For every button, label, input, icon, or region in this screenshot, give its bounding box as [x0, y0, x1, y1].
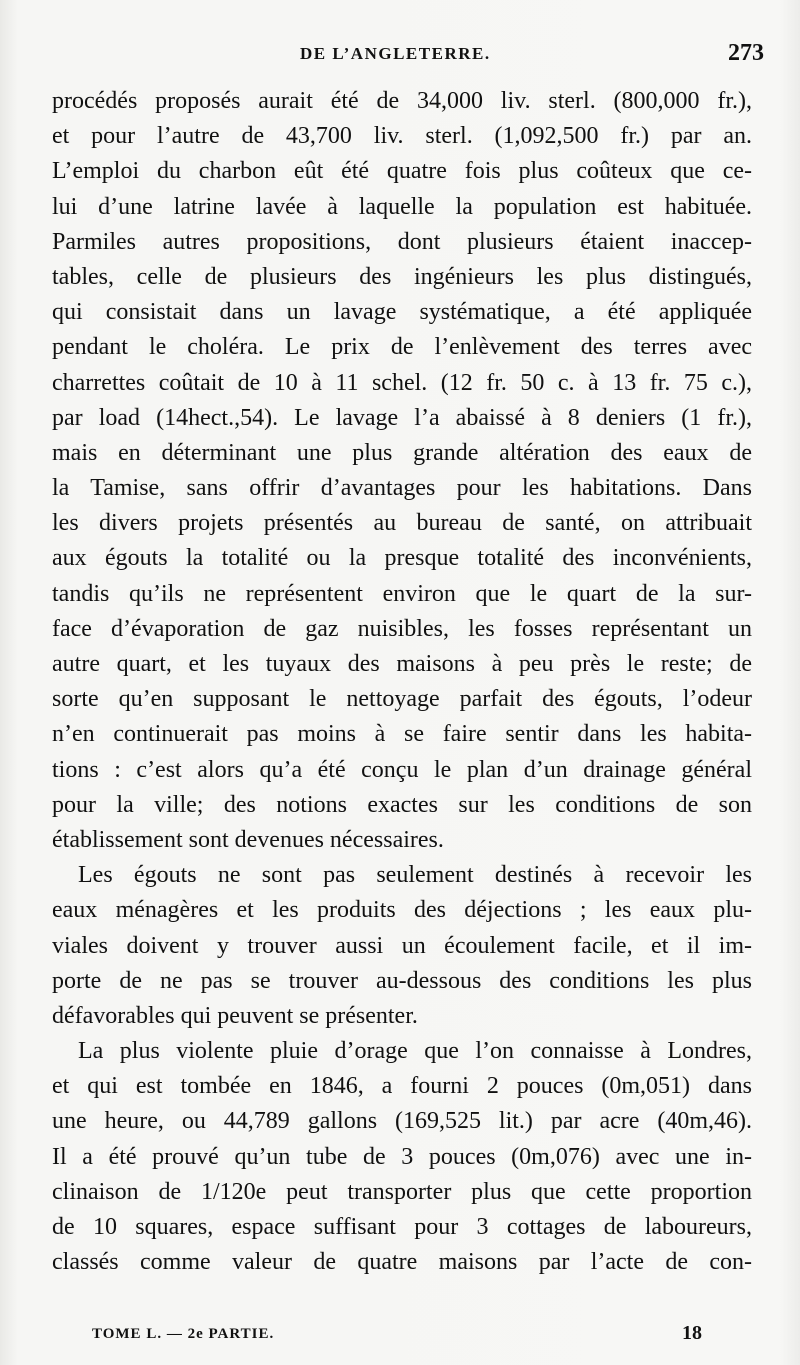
text-line: clinaison de 1/120e peut transporter plus que cette proportion — [52, 1178, 752, 1205]
text-line: L’emploi du charbon eût été quatre fois plus coûteux que ce- — [52, 158, 752, 185]
text-line: la Tamise, sans offrir d’avantages pour les habitations. Dans — [52, 475, 752, 502]
text-line: tandis qu’ils ne représentent environ que le quart de la sur- — [52, 580, 752, 607]
body-text — [52, 84, 752, 1280]
text-line: aux égouts la totalité ou la presque totalité des inconvénients, — [52, 545, 752, 572]
text-line: porte de ne pas se trouver au-dessous des conditions les plus — [52, 967, 752, 994]
running-head: DE L’ANGLETERRE. — [300, 44, 491, 63]
text-line: de 10 squares, espace suffisant pour 3 cottages de laboureurs, — [52, 1214, 752, 1240]
text-line: pour la ville; des notions exactes sur les conditions de son — [52, 791, 752, 818]
text-line: Les égouts ne sont pas seulement destinés à recevoir les — [78, 862, 752, 889]
text-line: lui d’une latrine lavée à laquelle la population est habituée. — [52, 193, 752, 220]
text-line: charrettes coûtait de 10 à 11 schel. (12 fr. 50 c. à 13 fr. 75 c.), — [52, 369, 752, 396]
text-line: pendant le choléra. Le prix de l’enlèvement des terres avec — [52, 334, 752, 361]
page-number: 273 — [728, 40, 764, 66]
text-line: La plus violente pluie d’orage que l’on connaisse à Londres, — [78, 1038, 752, 1065]
text-line: et qui est tombée en 1846, a fourni 2 pouces (0m,051) dans — [52, 1073, 752, 1100]
text-line: mais en déterminant une plus grande altération des eaux de — [52, 439, 752, 466]
text-line: tables, celle de plusieurs des ingénieurs les plus distingués, — [52, 263, 752, 290]
text-line: et pour l’autre de 43,700 liv. sterl. (1,092,500 fr.) par an. — [52, 123, 752, 150]
page-footer — [92, 1322, 702, 1348]
signature-mark: TOME L. — 2e PARTIE. — [92, 1326, 275, 1342]
text-line: tions : c’est alors qu’a été conçu le plan d’un drainage général — [52, 756, 752, 783]
text-line: n’en continuerait pas moins à se faire sentir dans les habita- — [52, 721, 752, 748]
text-line: procédés proposés aurait été de 34,000 liv. sterl. (800,000 fr.), — [52, 88, 752, 114]
text-line: sorte qu’en supposant le nettoyage parfait des égouts, l’odeur — [52, 686, 752, 713]
text-line: autre quart, et les tuyaux des maisons à peu près le reste; de — [52, 651, 752, 677]
text-line: par load (14hect.,54). Le lavage l’a abaissé à 8 deniers (1 fr.), — [52, 404, 752, 431]
page-header — [48, 40, 764, 74]
text-line: défavorables qui peuvent se présenter. — [52, 1002, 418, 1029]
text-line: face d’évaporation de gaz nuisibles, les fosses représentant un — [52, 615, 752, 642]
text-line: qui consistait dans un lavage systématique, a été appliquée — [52, 299, 752, 326]
text-line: Parmiles autres propositions, dont plusieurs étaient inaccep- — [52, 228, 752, 255]
text-line: classés comme valeur de quatre maisons par l’acte de con- — [52, 1249, 752, 1276]
text-line: les divers projets présentés au bureau de santé, on attribuait — [52, 510, 752, 537]
text-line: établissement sont devenues nécessaires. — [52, 826, 444, 853]
text-line: Il a été prouvé qu’un tube de 3 pouces (0m,076) avec une in- — [52, 1143, 752, 1170]
text-line: une heure, ou 44,789 gallons (169,525 lit.) par acre (40m,46). — [52, 1108, 752, 1135]
sheet-number: 18 — [682, 1322, 702, 1344]
text-line: eaux ménagères et les produits des déjections ; les eaux plu- — [52, 897, 752, 924]
text-line: viales doivent y trouver aussi un écoulement facile, et il im- — [52, 932, 752, 959]
